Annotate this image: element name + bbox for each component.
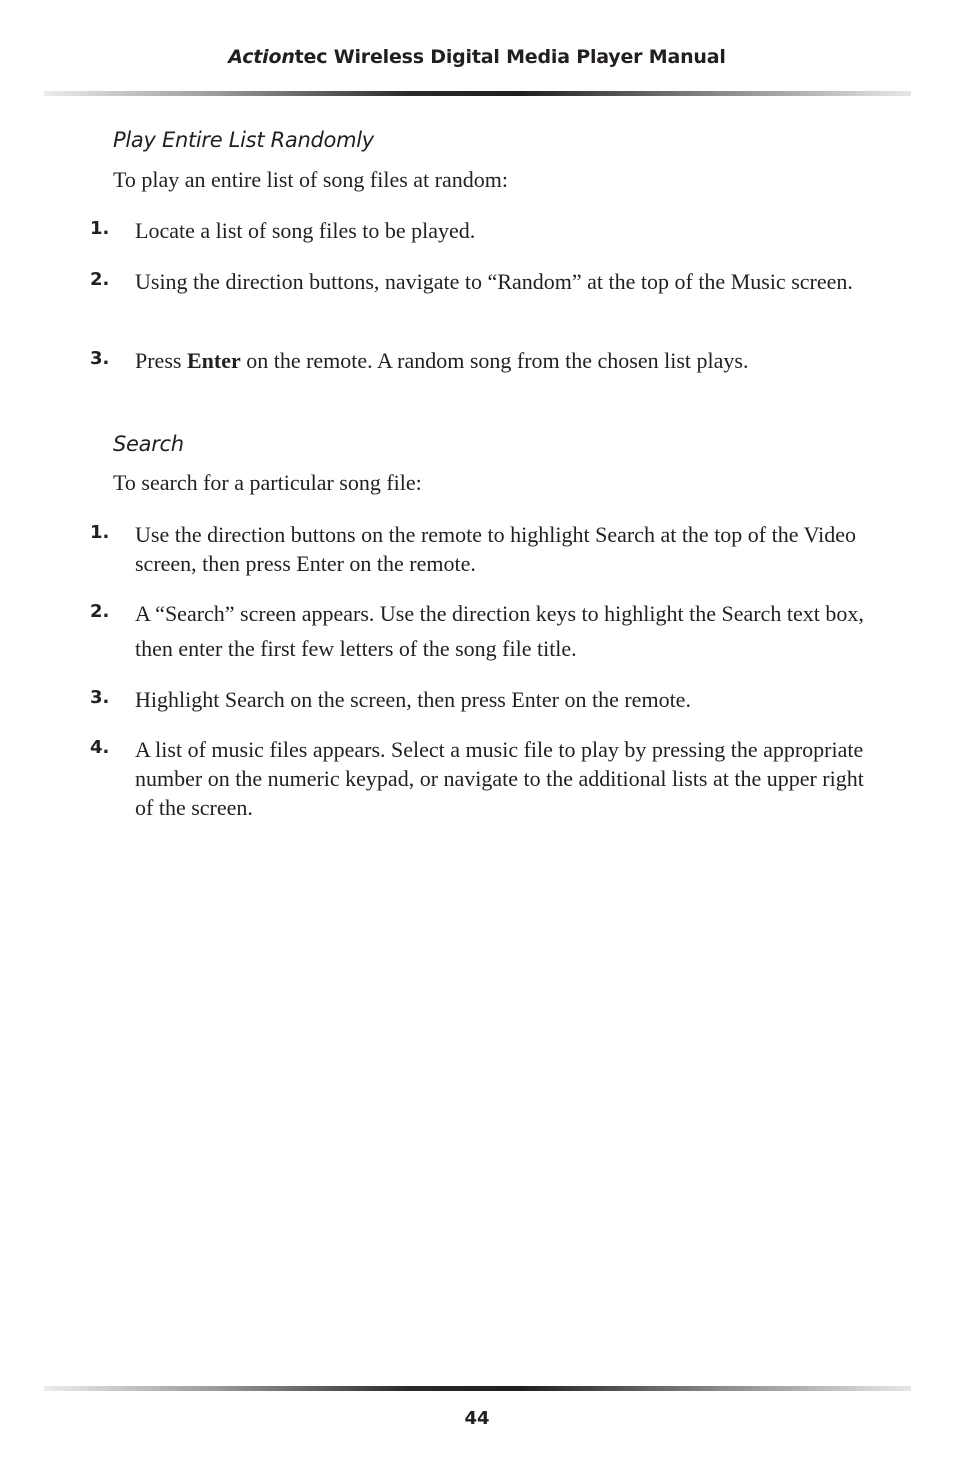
section-heading-play-random: Play Entire List Randomly	[113, 128, 374, 152]
list-item	[90, 735, 880, 822]
list-item	[90, 346, 880, 375]
step-text-before: Press	[135, 348, 187, 373]
step-text-after: on the remote. A random song from the chosen list plays.	[240, 348, 749, 373]
list-item	[90, 599, 880, 666]
section-intro-search: To search for a particular song file:	[113, 470, 422, 495]
list-item	[90, 216, 880, 245]
step-number: 1.	[90, 218, 110, 239]
step-text: A “Search” screen appears. Use the direction keys to highlight the Search text box, then enter the first few letters of the song file title.	[135, 601, 864, 661]
page-number: 44	[464, 1408, 490, 1429]
footer-rule	[44, 1386, 911, 1391]
header-text: tec Wireless Digital Media Player Manual	[294, 46, 726, 68]
list-item	[90, 520, 880, 578]
section-intro-play-random: To play an entire list of song files at random:	[113, 167, 508, 192]
header-rule	[44, 91, 911, 96]
step-text: Highlight Search on the screen, then press Enter on the remote.	[135, 687, 691, 712]
step-text	[135, 346, 880, 375]
step-text: Locate a list of song files to be played.	[135, 218, 476, 243]
step-number: 2.	[90, 269, 110, 290]
list-item	[90, 267, 880, 296]
step-text: Using the direction buttons, navigate to “Random” at the top of the Music screen.	[135, 269, 853, 294]
step-text: A list of music files appears. Select a music file to play by pressing the appropriate number on the numeric keypad, or navigate to the additional lists at the upper right of the screen.	[135, 737, 864, 820]
running-header	[0, 46, 954, 68]
step-text: Use the direction buttons on the remote to highlight Search at the top of the Video screen, then press Enter on the remote.	[135, 522, 857, 576]
step-number: 1.	[90, 522, 110, 543]
step-number: 2.	[90, 601, 110, 622]
step-text-bold: Enter	[186, 348, 241, 373]
list-item	[90, 685, 880, 714]
section-heading-search: Search	[113, 432, 184, 456]
step-number: 3.	[90, 348, 110, 369]
brand-italic: Action	[228, 46, 295, 68]
step-number: 4.	[90, 737, 110, 758]
step-number: 3.	[90, 687, 110, 708]
